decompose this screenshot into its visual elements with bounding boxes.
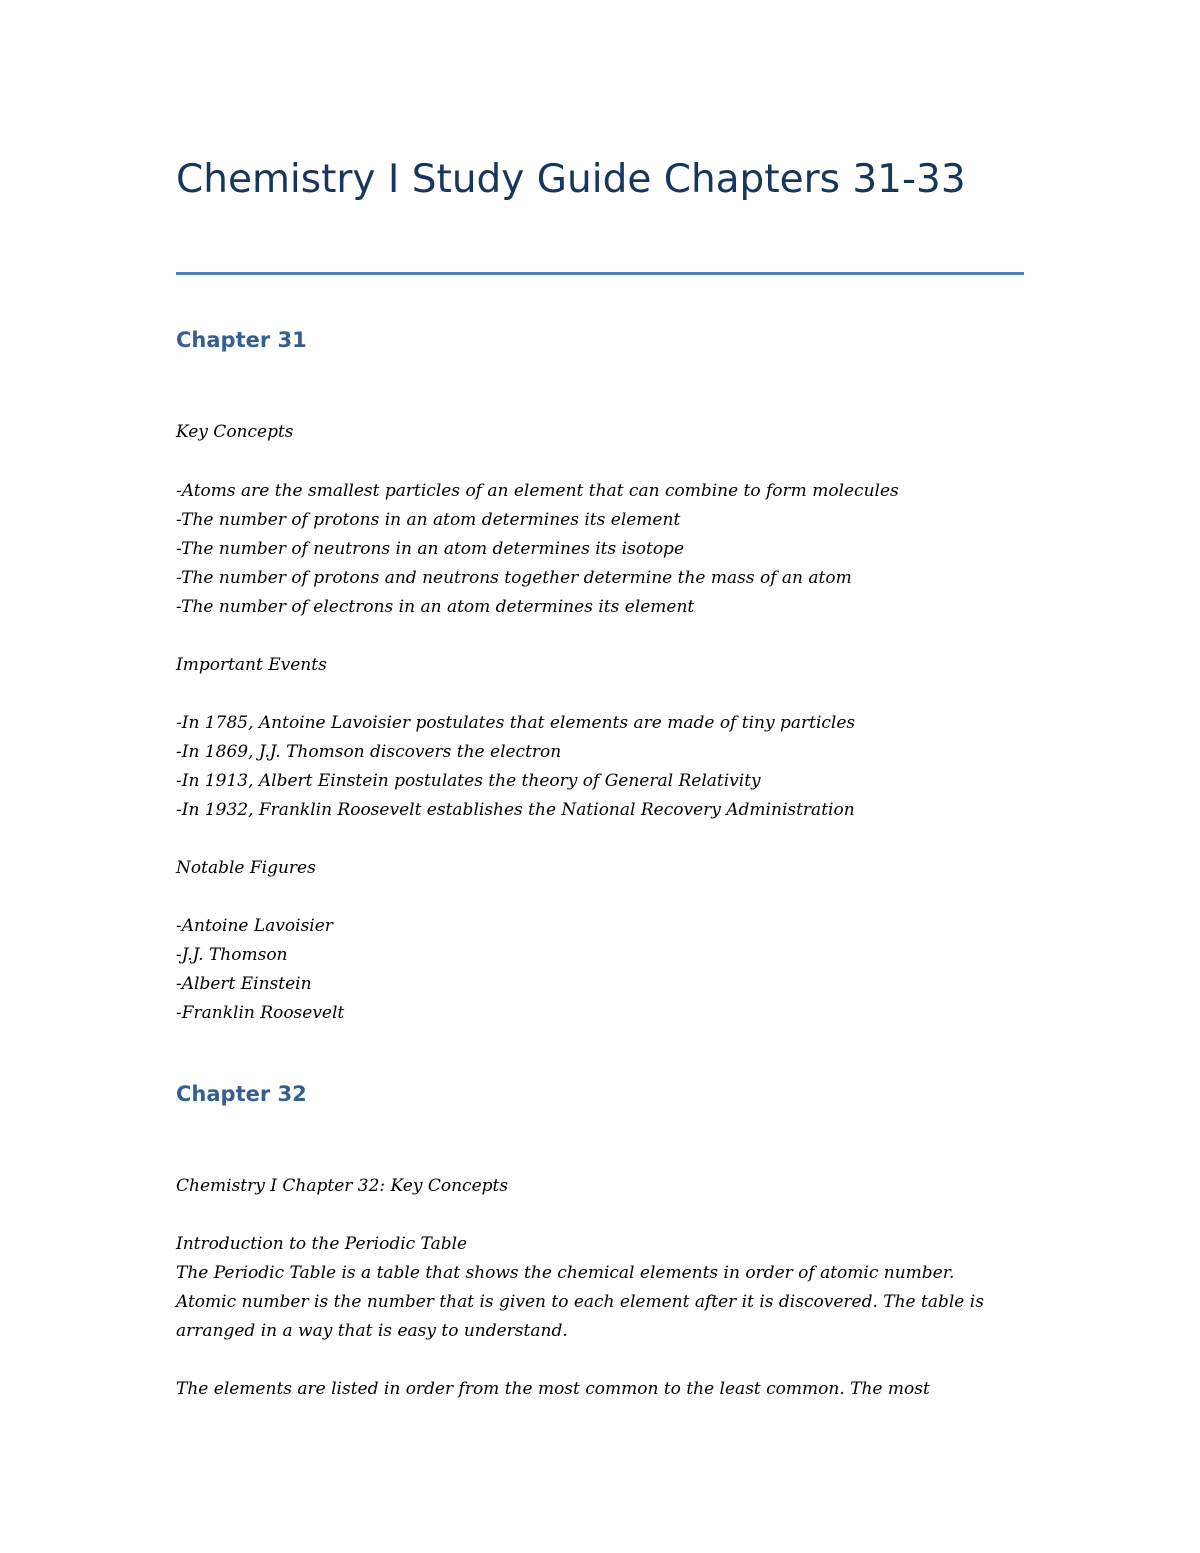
key-concepts-list [176,477,1024,622]
list-item: -Antoine Lavoisier [176,916,333,936]
list-item: -Atoms are the smallest particles of an element that can combine to form molecules [176,481,899,501]
paragraph-line: Atomic number is the number that is given to each element after it is discovered. The table is [176,1292,984,1312]
chapter-32-heading: Chapter 32 [176,1082,307,1106]
list-item: -J.J. Thomson [176,945,288,965]
chapter-31-heading: Chapter 31 [176,328,307,352]
periodic-table-paragraph [176,1375,1024,1404]
notable-figures-list [176,912,1024,1028]
important-events-list [176,709,1024,825]
list-item: -The number of protons and neutrons together determine the mass of an atom [176,568,852,588]
list-item: -Franklin Roosevelt [176,1003,345,1023]
periodic-table-intro [176,1230,1024,1346]
list-item: -In 1932, Franklin Roosevelt establishes the National Recovery Administration [176,800,855,820]
paragraph-line: arranged in a way that is easy to understand. [176,1321,568,1341]
document-title: Chemistry I Study Guide Chapters 31-33 [176,157,966,202]
list-item: -In 1913, Albert Einstein postulates the theory of General Relativity [176,771,761,791]
list-item: -Albert Einstein [176,974,312,994]
list-item: -The number of protons in an atom determines its element [176,510,681,530]
list-item: -The number of electrons in an atom determines its element [176,597,695,617]
list-item: -The number of neutrons in an atom determines its isotope [176,539,684,559]
section-heading: Notable Figures [176,858,316,878]
title-underline [176,272,1024,275]
paragraph-line: The elements are listed in order from the most common to the least common. The most [176,1379,930,1399]
section-heading: Important Events [176,655,327,675]
section-heading: Introduction to the Periodic Table [176,1234,468,1254]
chapter-31-key-concepts [176,418,1024,447]
list-item: -In 1785, Antoine Lavoisier postulates that elements are made of tiny particles [176,713,856,733]
paragraph-line: The Periodic Table is a table that shows the chemical elements in order of atomic number. [176,1263,955,1283]
section-heading: Key Concepts [176,422,294,442]
section-heading: Chemistry I Chapter 32: Key Concepts [176,1176,509,1196]
chapter-31-notable-figures [176,854,1024,883]
chapter-32-subtitle [176,1172,1024,1201]
chapter-31-important-events [176,651,1024,680]
list-item: -In 1869, J.J. Thomson discovers the electron [176,742,562,762]
